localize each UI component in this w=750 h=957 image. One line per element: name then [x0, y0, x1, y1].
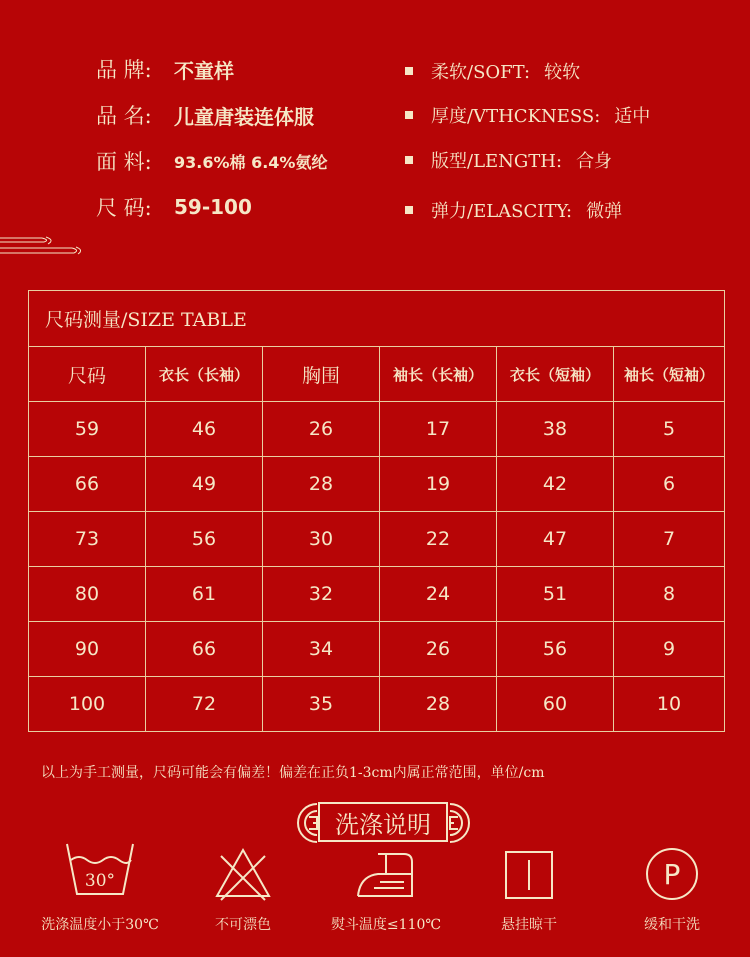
table-cell: 56 [497, 622, 614, 677]
table-cell: 56 [146, 512, 263, 567]
size-table-header [29, 347, 725, 402]
bullet-icon [405, 206, 413, 214]
table-cell: 61 [146, 567, 263, 622]
table-row [29, 677, 725, 732]
size-table [28, 290, 725, 732]
brand-label: 品 牌: [96, 58, 152, 82]
table-cell: 72 [146, 677, 263, 732]
care-label: 悬挂晾干 [501, 917, 557, 933]
cloud-line-decoration [0, 234, 90, 258]
table-cell: 90 [29, 622, 146, 677]
iron-icon [356, 848, 416, 908]
table-cell: 28 [263, 457, 380, 512]
table-cell: 8 [614, 567, 725, 622]
table-cell: 30 [263, 512, 380, 567]
table-cell: 24 [380, 567, 497, 622]
care-item-no-bleach [163, 840, 323, 933]
size-value: 59-100 [174, 195, 252, 219]
dry-clean-letter: P [663, 858, 681, 891]
attr-elasticity [405, 197, 622, 223]
attr-soft [405, 58, 580, 84]
fabric-row [96, 146, 327, 176]
attr-length [405, 147, 612, 173]
brand-row [96, 54, 234, 84]
name-label: 品 名: [96, 104, 152, 128]
table-cell: 46 [146, 402, 263, 457]
attr-label: 柔软/SOFT: [431, 62, 531, 83]
fabric-label: 面 料: [96, 150, 152, 174]
attr-value: 微弹 [586, 201, 623, 222]
measurement-note: 以上为手工测量，尺码可能会有偏差！偏差在正负1-3cm内属正常范围，单位/cm [41, 765, 545, 781]
care-label: 熨斗温度≤110℃ [330, 917, 442, 933]
table-cell: 60 [497, 677, 614, 732]
table-cell: 47 [497, 512, 614, 567]
table-cell: 35 [263, 677, 380, 732]
bullet-icon [405, 67, 413, 75]
table-cell: 38 [497, 402, 614, 457]
care-label: 缓和干洗 [644, 917, 700, 933]
washing-title: 洗涤说明 [318, 802, 448, 842]
care-item-dry-clean [592, 840, 750, 933]
care-label: 不可漂色 [215, 917, 271, 933]
bullet-icon [405, 156, 413, 164]
attr-value: 适中 [614, 106, 651, 127]
table-cell: 22 [380, 512, 497, 567]
header-cell: 衣长（短袖） [497, 347, 614, 402]
name-value: 儿童唐装连体服 [174, 104, 314, 129]
header-cell: 胸围 [263, 347, 380, 402]
header-cell: 袖长（长袖） [380, 347, 497, 402]
attr-label: 版型/LENGTH: [431, 151, 563, 172]
table-cell: 9 [614, 622, 725, 677]
care-label: 洗涤温度小于30℃ [41, 917, 159, 933]
size-label: 尺 码: [96, 196, 152, 220]
table-cell: 59 [29, 402, 146, 457]
table-row [29, 512, 725, 567]
wash-30-icon [65, 840, 135, 900]
table-cell: 34 [263, 622, 380, 677]
no-bleach-icon [213, 846, 273, 906]
attr-label: 厚度/VTHCKNESS: [431, 106, 601, 127]
attr-value: 较软 [544, 62, 581, 83]
table-cell: 26 [380, 622, 497, 677]
table-row [29, 567, 725, 622]
table-cell: 19 [380, 457, 497, 512]
table-cell: 17 [380, 402, 497, 457]
table-cell: 66 [29, 457, 146, 512]
table-row [29, 402, 725, 457]
name-row [96, 100, 314, 130]
attr-thickness [405, 102, 650, 128]
table-cell: 51 [497, 567, 614, 622]
table-cell: 28 [380, 677, 497, 732]
care-item-wash [20, 840, 180, 933]
header-cell: 袖长（短袖） [614, 347, 725, 402]
care-item-iron [306, 840, 466, 933]
table-cell: 66 [146, 622, 263, 677]
attr-value: 合身 [576, 151, 613, 172]
table-cell: 100 [29, 677, 146, 732]
table-cell: 5 [614, 402, 725, 457]
bullet-icon [405, 111, 413, 119]
table-cell: 49 [146, 457, 263, 512]
product-info [0, 0, 750, 240]
table-cell: 73 [29, 512, 146, 567]
table-cell: 6 [614, 457, 725, 512]
attr-label: 弹力/ELASCITY: [431, 201, 573, 222]
hang-dry-icon [499, 850, 559, 910]
table-row [29, 622, 725, 677]
table-row [29, 457, 725, 512]
table-cell: 7 [614, 512, 725, 567]
header-cell: 尺码 [29, 347, 146, 402]
table-cell: 26 [263, 402, 380, 457]
table-cell: 42 [497, 457, 614, 512]
header-cell: 衣长（长袖） [146, 347, 263, 402]
table-cell: 32 [263, 567, 380, 622]
dry-clean-icon [642, 844, 702, 904]
brand-value: 不童样 [174, 58, 234, 83]
table-cell: 80 [29, 567, 146, 622]
fabric-value: 93.6%棉 6.4%氨纶 [174, 152, 328, 172]
size-row [96, 192, 252, 222]
table-cell: 10 [614, 677, 725, 732]
wash-temp-text: 30° [84, 871, 116, 891]
care-item-hang-dry [449, 840, 609, 933]
size-table-title: 尺码测量/SIZE TABLE [29, 291, 725, 347]
